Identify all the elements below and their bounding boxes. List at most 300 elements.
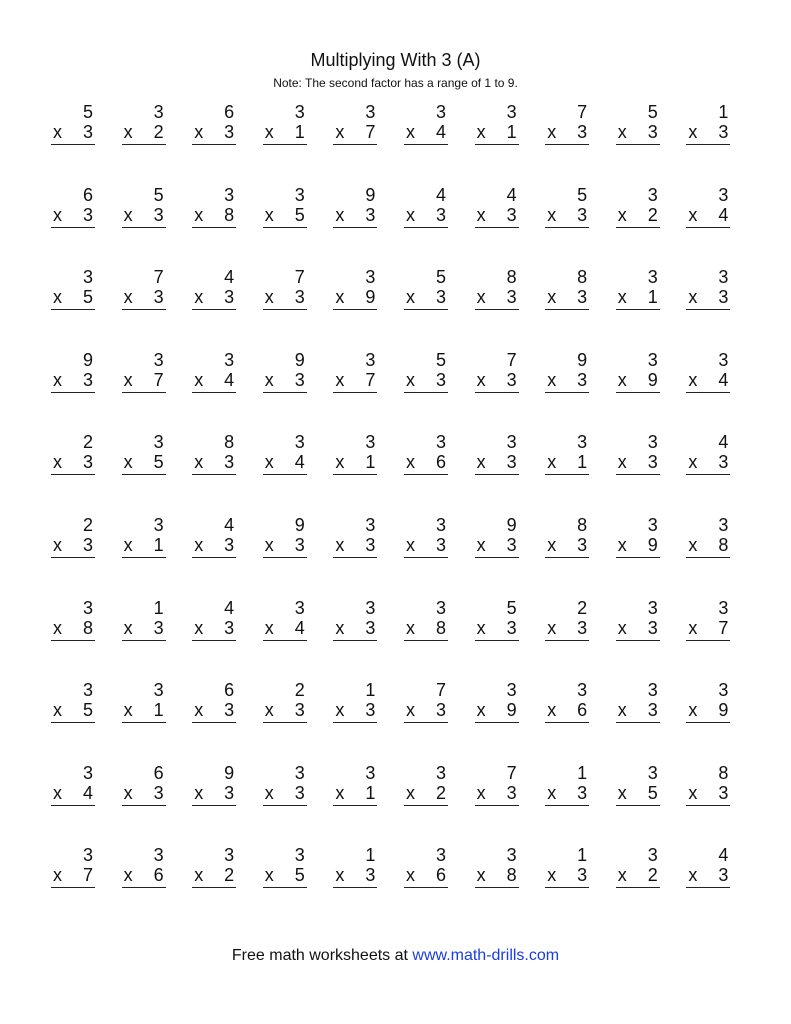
multiply-sign: x bbox=[476, 369, 486, 390]
multiply-sign: x bbox=[53, 452, 62, 473]
second-factor-line bbox=[192, 287, 236, 310]
first-factor: 3 bbox=[647, 680, 658, 701]
second-factor-line bbox=[51, 865, 95, 888]
second-factor: 2 bbox=[435, 782, 446, 803]
second-factor-line bbox=[263, 783, 307, 806]
second-factor-line bbox=[686, 452, 730, 475]
multiply-sign: x bbox=[335, 617, 345, 638]
first-factor: 3 bbox=[294, 762, 305, 783]
first-factor: 8 bbox=[506, 267, 517, 288]
first-factor: 7 bbox=[577, 102, 588, 122]
first-factor: 3 bbox=[294, 597, 305, 618]
multiply-sign: x bbox=[617, 204, 627, 225]
second-factor-line bbox=[192, 535, 236, 558]
multiply-sign: x bbox=[406, 782, 415, 803]
second-factor-line bbox=[475, 783, 519, 806]
multiply-sign: x bbox=[194, 369, 204, 390]
second-factor: 1 bbox=[647, 287, 658, 308]
multiply-sign: x bbox=[688, 452, 698, 473]
first-factor: 3 bbox=[718, 680, 729, 701]
first-factor: 9 bbox=[506, 515, 517, 535]
second-factor-line bbox=[122, 287, 166, 310]
second-factor: 1 bbox=[153, 535, 164, 555]
problem bbox=[616, 185, 660, 228]
first-factor: 6 bbox=[82, 184, 93, 205]
second-factor-line bbox=[545, 783, 589, 806]
second-factor: 3 bbox=[506, 617, 517, 638]
second-factor-line bbox=[192, 865, 236, 888]
multiply-sign: x bbox=[547, 865, 557, 886]
problem bbox=[545, 185, 589, 228]
first-factor: 3 bbox=[647, 845, 658, 866]
second-factor: 3 bbox=[365, 204, 376, 225]
second-factor-line bbox=[51, 205, 95, 228]
second-factor-line bbox=[333, 618, 377, 641]
problem bbox=[263, 598, 307, 641]
first-factor: 5 bbox=[435, 349, 446, 370]
problem bbox=[686, 267, 730, 310]
second-factor: 3 bbox=[577, 535, 588, 555]
first-factor: 4 bbox=[435, 184, 446, 205]
second-factor-line bbox=[686, 618, 730, 641]
multiply-sign: x bbox=[688, 122, 698, 142]
first-factor: 3 bbox=[365, 349, 376, 370]
second-factor-line bbox=[404, 783, 448, 806]
multiply-sign: x bbox=[53, 122, 62, 142]
second-factor-line bbox=[51, 287, 95, 310]
second-factor: 2 bbox=[224, 865, 235, 886]
multiply-sign: x bbox=[194, 122, 204, 142]
second-factor: 3 bbox=[82, 369, 93, 390]
second-factor-line bbox=[333, 205, 377, 228]
problem bbox=[333, 350, 377, 393]
second-factor-line bbox=[263, 122, 307, 145]
multiply-sign: x bbox=[264, 369, 274, 390]
first-factor: 3 bbox=[718, 597, 729, 618]
second-factor: 3 bbox=[294, 782, 305, 803]
first-factor: 5 bbox=[577, 184, 588, 205]
second-factor-line bbox=[616, 287, 660, 310]
multiply-sign: x bbox=[476, 287, 486, 308]
second-factor: 3 bbox=[718, 287, 729, 308]
multiply-sign: x bbox=[406, 700, 415, 721]
problem bbox=[122, 267, 166, 310]
second-factor-line bbox=[475, 452, 519, 475]
second-factor: 3 bbox=[506, 452, 517, 473]
multiply-sign: x bbox=[547, 782, 557, 803]
multiply-sign: x bbox=[617, 617, 627, 638]
multiply-sign: x bbox=[406, 617, 415, 638]
multiply-sign: x bbox=[688, 369, 698, 390]
second-factor: 3 bbox=[294, 369, 305, 390]
problem bbox=[192, 432, 236, 475]
first-factor: 3 bbox=[506, 102, 517, 122]
first-factor: 3 bbox=[153, 432, 164, 453]
second-factor-line bbox=[404, 535, 448, 558]
multiply-sign: x bbox=[476, 204, 486, 225]
second-factor-line bbox=[545, 452, 589, 475]
problem bbox=[333, 680, 377, 723]
second-factor: 3 bbox=[647, 452, 658, 473]
problem bbox=[263, 680, 307, 723]
second-factor: 5 bbox=[647, 782, 658, 803]
second-factor: 9 bbox=[647, 535, 658, 555]
second-factor: 9 bbox=[365, 287, 376, 308]
multiply-sign: x bbox=[476, 452, 486, 473]
second-factor: 9 bbox=[647, 369, 658, 390]
problem bbox=[475, 680, 519, 723]
second-factor-line bbox=[475, 287, 519, 310]
problem bbox=[545, 432, 589, 475]
second-factor: 4 bbox=[718, 369, 729, 390]
problem bbox=[122, 680, 166, 723]
second-factor: 7 bbox=[365, 369, 376, 390]
first-factor: 1 bbox=[718, 102, 729, 122]
first-factor: 3 bbox=[294, 845, 305, 866]
second-factor-line bbox=[263, 287, 307, 310]
multiply-sign: x bbox=[547, 122, 557, 142]
second-factor: 3 bbox=[577, 122, 588, 142]
problem bbox=[404, 432, 448, 475]
first-factor: 3 bbox=[577, 680, 588, 701]
multiply-sign: x bbox=[406, 204, 415, 225]
first-factor: 7 bbox=[435, 680, 446, 701]
second-factor-line bbox=[51, 700, 95, 723]
first-factor: 3 bbox=[82, 267, 93, 288]
multiply-sign: x bbox=[194, 782, 204, 803]
problem bbox=[192, 845, 236, 888]
second-factor: 3 bbox=[577, 369, 588, 390]
second-factor: 3 bbox=[506, 535, 517, 555]
first-factor: 3 bbox=[718, 184, 729, 205]
second-factor: 3 bbox=[153, 204, 164, 225]
second-factor-line bbox=[545, 865, 589, 888]
second-factor-line bbox=[404, 700, 448, 723]
second-factor: 3 bbox=[506, 287, 517, 308]
multiply-sign: x bbox=[123, 204, 133, 225]
multiply-sign: x bbox=[547, 535, 557, 555]
second-factor-line bbox=[333, 122, 377, 145]
second-factor: 5 bbox=[294, 865, 305, 886]
second-factor-line bbox=[545, 535, 589, 558]
first-factor: 5 bbox=[647, 102, 658, 122]
problem bbox=[686, 515, 730, 558]
problem bbox=[51, 185, 95, 228]
second-factor-line bbox=[475, 205, 519, 228]
multiply-sign: x bbox=[476, 122, 486, 142]
multiply-sign: x bbox=[335, 865, 345, 886]
first-factor: 8 bbox=[224, 432, 235, 453]
second-factor-line bbox=[616, 122, 660, 145]
second-factor-line bbox=[51, 783, 95, 806]
multiply-sign: x bbox=[688, 287, 698, 308]
second-factor: 3 bbox=[82, 204, 93, 225]
multiply-sign: x bbox=[406, 535, 415, 555]
multiply-sign: x bbox=[123, 452, 133, 473]
second-factor-line bbox=[122, 452, 166, 475]
first-factor: 3 bbox=[153, 349, 164, 370]
footer-link[interactable]: www.math-drills.com bbox=[412, 947, 560, 964]
multiply-sign: x bbox=[617, 782, 627, 803]
first-factor: 3 bbox=[365, 597, 376, 618]
second-factor: 1 bbox=[365, 452, 376, 473]
second-factor: 6 bbox=[153, 865, 164, 886]
multiply-sign: x bbox=[194, 204, 204, 225]
multiply-sign: x bbox=[123, 287, 133, 308]
first-factor: 5 bbox=[82, 102, 93, 122]
problem bbox=[51, 845, 95, 888]
second-factor: 3 bbox=[577, 204, 588, 225]
first-factor: 9 bbox=[224, 762, 235, 783]
first-factor: 4 bbox=[506, 184, 517, 205]
first-factor: 8 bbox=[577, 515, 588, 535]
first-factor: 3 bbox=[294, 184, 305, 205]
first-factor: 5 bbox=[153, 184, 164, 205]
multiply-sign: x bbox=[406, 865, 415, 886]
second-factor-line bbox=[122, 122, 166, 145]
second-factor: 1 bbox=[577, 452, 588, 473]
problem bbox=[475, 102, 519, 145]
second-factor-line bbox=[686, 370, 730, 393]
problem bbox=[475, 598, 519, 641]
multiply-sign: x bbox=[547, 204, 557, 225]
second-factor: 3 bbox=[718, 452, 729, 473]
problem bbox=[122, 598, 166, 641]
second-factor: 7 bbox=[718, 617, 729, 638]
second-factor-line bbox=[192, 122, 236, 145]
problem bbox=[404, 515, 448, 558]
problem bbox=[616, 845, 660, 888]
second-factor: 3 bbox=[435, 287, 446, 308]
multiply-sign: x bbox=[406, 287, 415, 308]
second-factor-line bbox=[122, 205, 166, 228]
first-factor: 3 bbox=[224, 184, 235, 205]
first-factor: 3 bbox=[365, 267, 376, 288]
second-factor-line bbox=[192, 370, 236, 393]
first-factor: 2 bbox=[82, 432, 93, 453]
first-factor: 3 bbox=[647, 432, 658, 453]
second-factor-line bbox=[51, 452, 95, 475]
second-factor-line bbox=[616, 535, 660, 558]
second-factor-line bbox=[122, 865, 166, 888]
second-factor: 3 bbox=[82, 535, 93, 555]
first-factor: 4 bbox=[224, 597, 235, 618]
second-factor-line bbox=[545, 122, 589, 145]
second-factor-line bbox=[686, 700, 730, 723]
second-factor: 3 bbox=[153, 617, 164, 638]
second-factor-line bbox=[475, 865, 519, 888]
multiply-sign: x bbox=[264, 452, 274, 473]
problem bbox=[616, 267, 660, 310]
second-factor: 3 bbox=[577, 782, 588, 803]
first-factor: 3 bbox=[435, 845, 446, 866]
multiply-sign: x bbox=[547, 617, 557, 638]
multiply-sign: x bbox=[335, 452, 345, 473]
problem bbox=[686, 845, 730, 888]
second-factor-line bbox=[686, 287, 730, 310]
multiply-sign: x bbox=[264, 617, 274, 638]
second-factor-line bbox=[192, 618, 236, 641]
multiply-sign: x bbox=[688, 617, 698, 638]
first-factor: 6 bbox=[153, 762, 164, 783]
second-factor-line bbox=[404, 122, 448, 145]
second-factor: 3 bbox=[365, 865, 376, 886]
problem bbox=[333, 845, 377, 888]
second-factor-line bbox=[404, 618, 448, 641]
first-factor: 3 bbox=[647, 597, 658, 618]
second-factor-line bbox=[404, 205, 448, 228]
first-factor: 3 bbox=[82, 762, 93, 783]
first-factor: 3 bbox=[435, 102, 446, 122]
first-factor: 3 bbox=[506, 680, 517, 701]
second-factor: 3 bbox=[506, 369, 517, 390]
multiply-sign: x bbox=[617, 122, 627, 142]
multiply-sign: x bbox=[617, 700, 627, 721]
first-factor: 5 bbox=[435, 267, 446, 288]
multiply-sign: x bbox=[617, 535, 627, 555]
second-factor: 9 bbox=[718, 700, 729, 721]
second-factor: 6 bbox=[577, 700, 588, 721]
second-factor: 3 bbox=[294, 700, 305, 721]
second-factor: 4 bbox=[82, 782, 93, 803]
multiply-sign: x bbox=[688, 865, 698, 886]
second-factor: 4 bbox=[718, 204, 729, 225]
second-factor: 2 bbox=[647, 865, 658, 886]
second-factor-line bbox=[333, 287, 377, 310]
first-factor: 3 bbox=[435, 762, 446, 783]
first-factor: 7 bbox=[294, 267, 305, 288]
multiply-sign: x bbox=[335, 782, 345, 803]
problem bbox=[686, 763, 730, 806]
second-factor: 3 bbox=[224, 700, 235, 721]
second-factor-line bbox=[263, 700, 307, 723]
problem bbox=[545, 680, 589, 723]
second-factor-line bbox=[333, 700, 377, 723]
multiply-sign: x bbox=[547, 369, 557, 390]
footer-text: Free math worksheets at bbox=[231, 947, 413, 964]
first-factor: 3 bbox=[506, 432, 517, 453]
second-factor: 3 bbox=[365, 700, 376, 721]
multiply-sign: x bbox=[123, 865, 133, 886]
second-factor: 3 bbox=[718, 782, 729, 803]
second-factor: 3 bbox=[577, 865, 588, 886]
second-factor: 3 bbox=[435, 369, 446, 390]
first-factor: 9 bbox=[365, 184, 376, 205]
problem bbox=[545, 845, 589, 888]
problem bbox=[122, 102, 166, 145]
second-factor: 3 bbox=[224, 617, 235, 638]
second-factor: 1 bbox=[506, 122, 517, 142]
first-factor: 1 bbox=[153, 597, 164, 618]
problem bbox=[122, 432, 166, 475]
multiply-sign: x bbox=[53, 535, 62, 555]
first-factor: 1 bbox=[577, 845, 588, 866]
second-factor: 3 bbox=[224, 782, 235, 803]
second-factor: 3 bbox=[294, 535, 305, 555]
second-factor: 5 bbox=[153, 452, 164, 473]
problem bbox=[475, 763, 519, 806]
first-factor: 4 bbox=[718, 845, 729, 866]
problem bbox=[686, 350, 730, 393]
second-factor-line bbox=[545, 205, 589, 228]
multiply-sign: x bbox=[406, 452, 415, 473]
second-factor-line bbox=[616, 452, 660, 475]
multiply-sign: x bbox=[53, 287, 62, 308]
first-factor: 3 bbox=[294, 102, 305, 122]
multiply-sign: x bbox=[264, 782, 274, 803]
second-factor: 3 bbox=[224, 452, 235, 473]
multiply-sign: x bbox=[194, 865, 204, 886]
second-factor: 3 bbox=[577, 287, 588, 308]
problem bbox=[51, 432, 95, 475]
multiply-sign: x bbox=[264, 122, 274, 142]
second-factor: 3 bbox=[435, 204, 446, 225]
multiply-sign: x bbox=[194, 535, 204, 555]
first-factor: 3 bbox=[435, 515, 446, 535]
second-factor-line bbox=[122, 370, 166, 393]
first-factor: 5 bbox=[506, 597, 517, 618]
multiply-sign: x bbox=[123, 535, 133, 555]
first-factor: 9 bbox=[82, 349, 93, 370]
problem bbox=[122, 763, 166, 806]
multiply-sign: x bbox=[53, 700, 62, 721]
problem bbox=[404, 102, 448, 145]
multiply-sign: x bbox=[547, 452, 557, 473]
second-factor-line bbox=[263, 618, 307, 641]
multiply-sign: x bbox=[194, 287, 204, 308]
problem bbox=[545, 598, 589, 641]
second-factor-line bbox=[122, 618, 166, 641]
second-factor: 5 bbox=[82, 287, 93, 308]
second-factor: 4 bbox=[224, 369, 235, 390]
first-factor: 3 bbox=[718, 349, 729, 370]
second-factor: 1 bbox=[153, 700, 164, 721]
second-factor-line bbox=[545, 700, 589, 723]
multiply-sign: x bbox=[53, 369, 62, 390]
problem bbox=[51, 350, 95, 393]
first-factor: 3 bbox=[506, 845, 517, 866]
multiply-sign: x bbox=[335, 369, 345, 390]
second-factor: 3 bbox=[647, 700, 658, 721]
first-factor: 3 bbox=[647, 267, 658, 288]
second-factor: 3 bbox=[153, 782, 164, 803]
second-factor: 3 bbox=[718, 122, 729, 142]
second-factor-line bbox=[475, 535, 519, 558]
multiply-sign: x bbox=[53, 204, 62, 225]
first-factor: 8 bbox=[577, 267, 588, 288]
problem bbox=[192, 763, 236, 806]
second-factor-line bbox=[686, 205, 730, 228]
multiply-sign: x bbox=[123, 700, 133, 721]
second-factor-line bbox=[686, 783, 730, 806]
problem bbox=[616, 350, 660, 393]
problem bbox=[333, 598, 377, 641]
multiply-sign: x bbox=[617, 865, 627, 886]
multiply-sign: x bbox=[53, 865, 62, 886]
problem bbox=[545, 267, 589, 310]
problem bbox=[333, 515, 377, 558]
worksheet-note: Note: The second factor has a range of 1 to 9. bbox=[273, 76, 518, 90]
second-factor-line bbox=[333, 452, 377, 475]
multiply-sign: x bbox=[617, 452, 627, 473]
second-factor-line bbox=[192, 205, 236, 228]
problem bbox=[192, 680, 236, 723]
second-factor: 3 bbox=[294, 287, 305, 308]
problem bbox=[616, 598, 660, 641]
first-factor: 9 bbox=[577, 349, 588, 370]
second-factor-line bbox=[545, 370, 589, 393]
problem bbox=[545, 102, 589, 145]
